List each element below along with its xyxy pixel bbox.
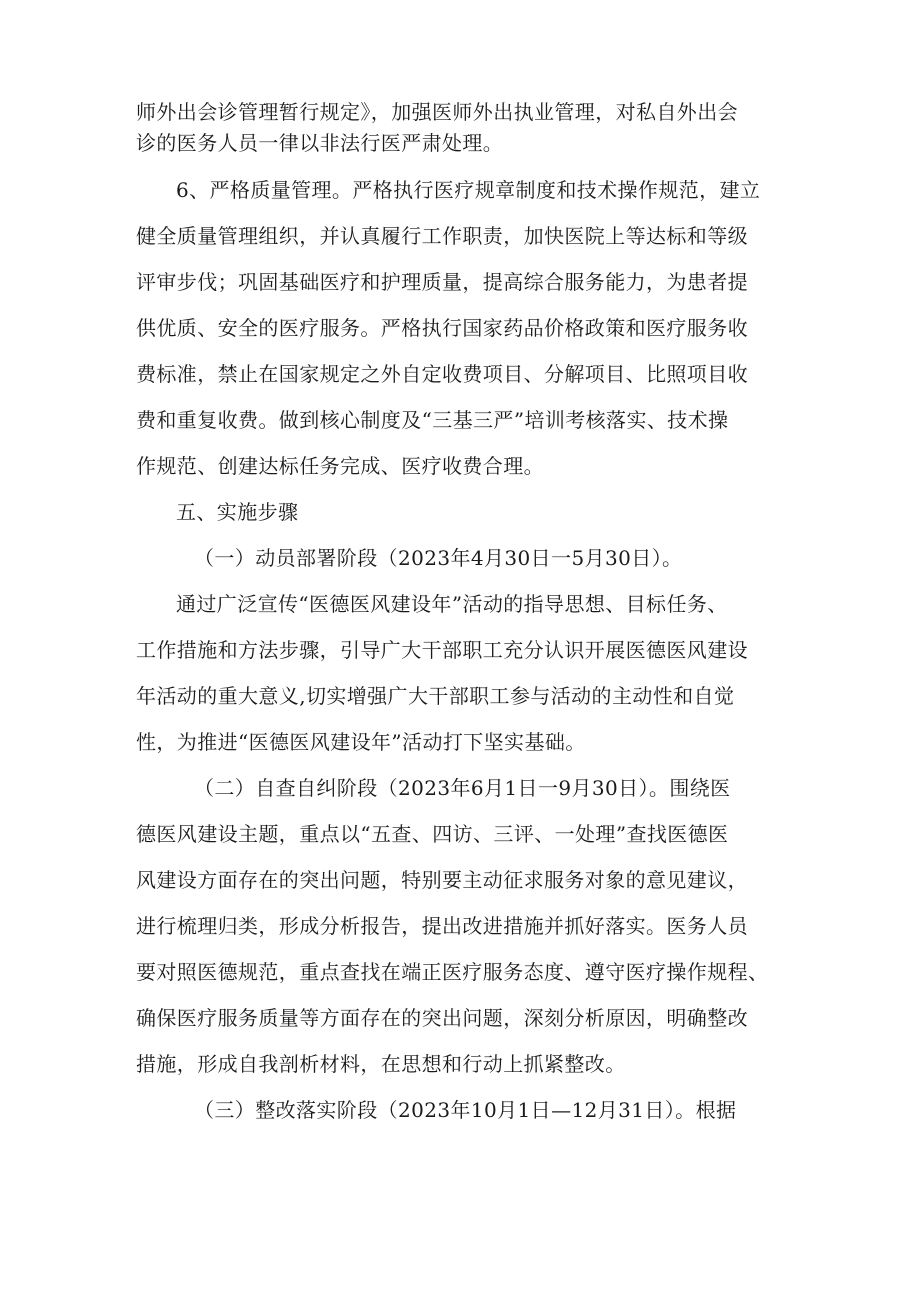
text-line: 要对照医德规范，重点查找在端正医疗服务态度、遵守医疗操作规程、	[136, 960, 769, 984]
text-line: 师外出会诊管理暂行规定》，加强医师外出执业管理，对私自外出会	[136, 100, 738, 124]
section-heading: 五、实施步骤	[176, 500, 299, 524]
text-line: 风建设方面存在的突出问题，特别要主动征求服务对象的意见建议，	[136, 868, 748, 892]
text-line: 作规范、创建达标任务完成、医疗收费合理。	[136, 454, 544, 478]
text-line: 性，为推进“医德医风建设年”活动打下坚实基础。	[136, 730, 586, 754]
text-line: 健全质量管理组织，并认真履行工作职责，加快医院上等达标和等级	[136, 224, 748, 248]
subsection-heading: （一）动员部署阶段（2023年4月30日一5月30日）。	[194, 546, 683, 570]
text-line: 费和重复收费。做到核心制度及“三基三严”培训考核落实、技术操	[136, 408, 729, 432]
text-line: 费标准，禁止在国家规定之外自定收费项目、分解项目、比照项目收	[136, 362, 748, 386]
text-line: 6、严格质量管理。严格执行医疗规章制度和技术操作规范，建立	[176, 178, 761, 202]
text-line: 供优质、安全的医疗服务。严格执行国家药品价格政策和医疗服务收	[136, 316, 748, 340]
text-line: 进行梳理归类，形成分析报告，提出改进措施并抓好落实。医务人员	[136, 914, 748, 938]
text-line: 工作措施和方法步骤，引导广大干部职工充分认识开展医德医风建设	[136, 638, 748, 662]
text-line: 年活动的重大意义,切实增强广大干部职工参与活动的主动性和自觉	[136, 684, 735, 708]
text-line: 德医风建设主题，重点以“五查、四访、三评、一处理”查找医德医	[136, 822, 729, 846]
text-line: 确保医疗服务质量等方面存在的突出问题，深刻分析原因，明确整改	[136, 1006, 748, 1030]
subsection-heading: （二）自查自纠阶段（2023年6月1日一9月30日）。围绕医	[194, 776, 731, 800]
text-line: 通过广泛宣传“医德医风建设年”活动的指导思想、目标任务、	[176, 592, 728, 616]
text-line: 评审步伐；巩固基础医疗和护理质量，提高综合服务能力，为患者提	[136, 270, 748, 294]
text-line: 措施，形成自我剖析材料，在思想和行动上抓紧整改。	[136, 1052, 626, 1076]
text-line: 诊的医务人员一律以非法行医严肃处理。	[136, 131, 504, 155]
subsection-heading: （三）整改落实阶段（2023年10月1日—12月31日）。根据	[194, 1098, 737, 1122]
